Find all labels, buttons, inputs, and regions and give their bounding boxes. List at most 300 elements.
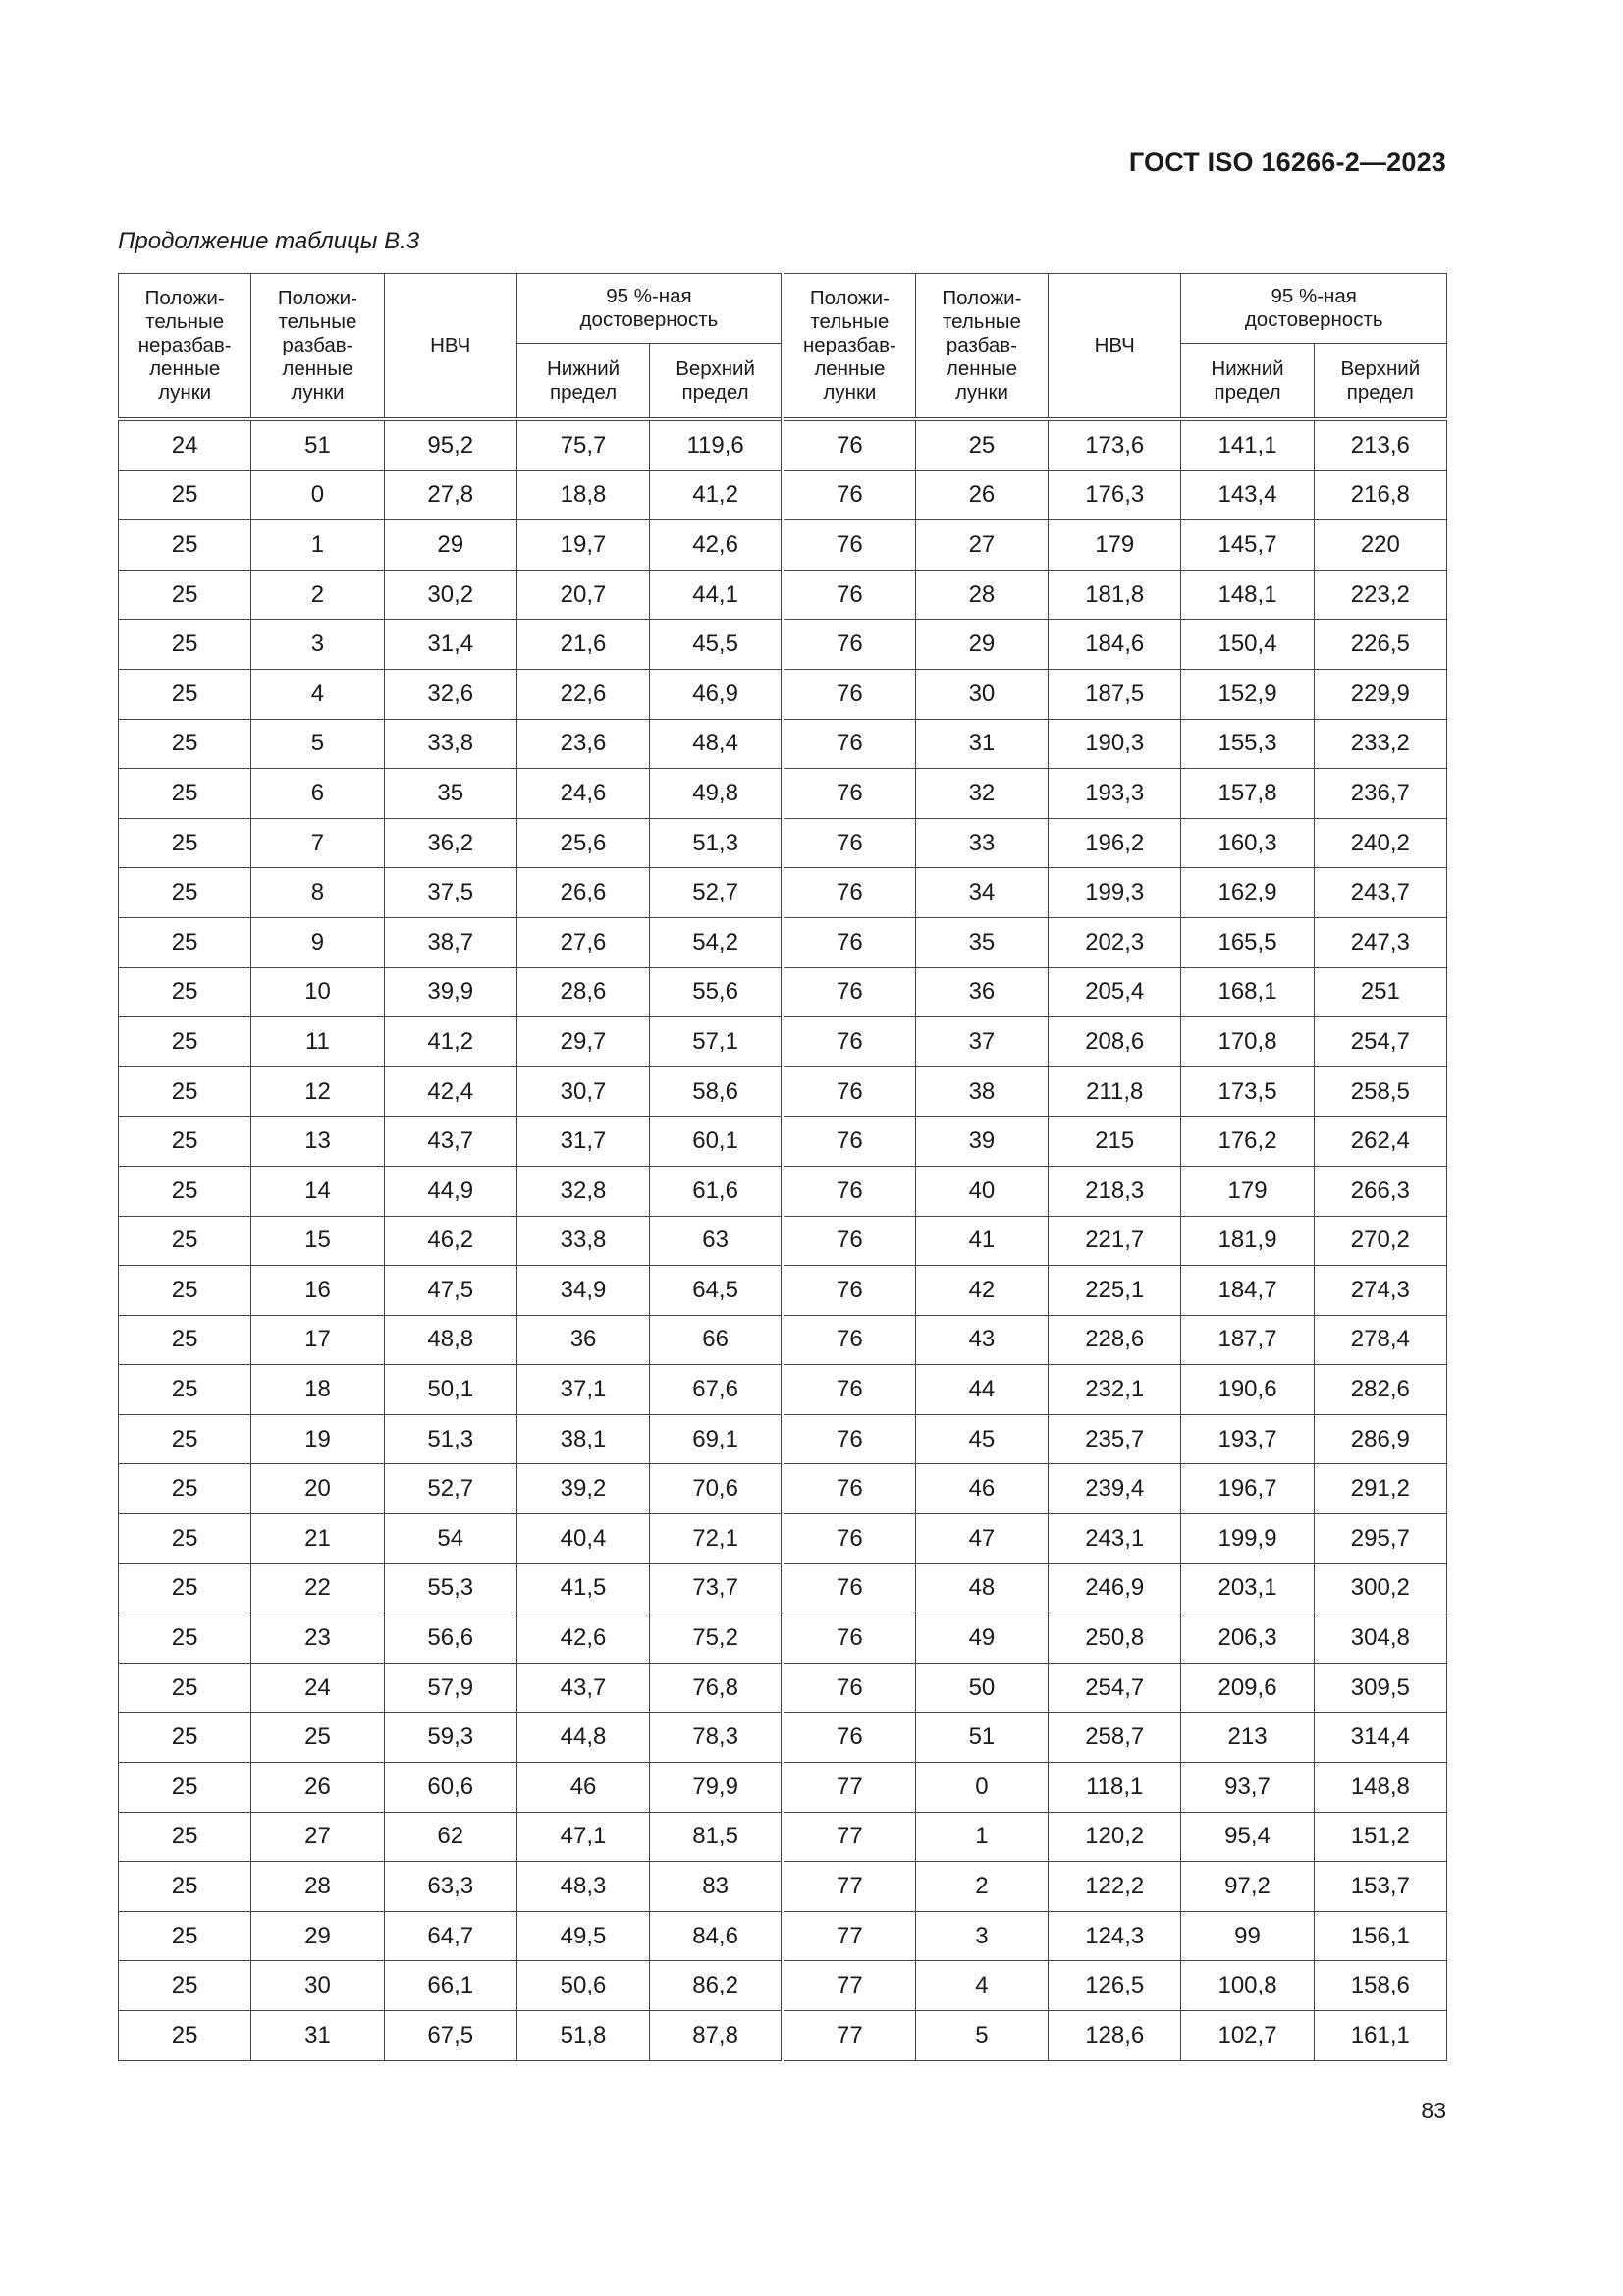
table-cell: 270,2 [1314, 1216, 1446, 1266]
table-cell: 4 [915, 1961, 1048, 2011]
table-cell: 16 [251, 1266, 384, 1316]
table-cell: 31,4 [384, 620, 516, 670]
table-cell: 221,7 [1049, 1216, 1181, 1266]
table-row [119, 1315, 1447, 1365]
table-cell: 25 [119, 1961, 251, 2011]
table-cell: 48,8 [384, 1315, 516, 1365]
table-cell: 49,8 [650, 769, 783, 819]
table-cell: 20,7 [516, 570, 649, 620]
table-cell: 67,5 [384, 2011, 516, 2061]
table-cell: 55,3 [384, 1563, 516, 1613]
table-cell: 181,9 [1181, 1216, 1314, 1266]
table-cell: 23,6 [516, 719, 649, 769]
table-cell: 77 [783, 1961, 915, 2011]
table-cell: 36 [516, 1315, 649, 1365]
table-cell: 240,2 [1314, 818, 1446, 868]
table-cell: 213 [1181, 1713, 1314, 1763]
table-cell: 42,6 [650, 520, 783, 571]
table-cell: 67,6 [650, 1365, 783, 1415]
data-table [118, 273, 1447, 2061]
table-cell: 26,6 [516, 868, 649, 918]
table-cell: 1 [915, 1812, 1048, 1862]
table-cell: 25 [119, 1017, 251, 1067]
table-cell: 2 [915, 1862, 1048, 1912]
table-cell: 25 [251, 1713, 384, 1763]
table-cell: 25 [119, 1216, 251, 1266]
table-cell: 216,8 [1314, 470, 1446, 520]
table-cell: 39,2 [516, 1464, 649, 1514]
table-cell: 76 [783, 1266, 915, 1316]
table-cell: 229,9 [1314, 669, 1446, 719]
table-cell: 190,6 [1181, 1365, 1314, 1415]
table-cell: 38,7 [384, 917, 516, 967]
table-cell: 49,5 [516, 1911, 649, 1961]
table-cell: 258,5 [1314, 1066, 1446, 1117]
table-row [119, 1663, 1447, 1713]
table-cell: 25 [119, 769, 251, 819]
table-cell: 30 [251, 1961, 384, 2011]
table-row [119, 1613, 1447, 1664]
table-cell: 148,1 [1181, 570, 1314, 620]
table-cell: 57,9 [384, 1663, 516, 1713]
table-cell: 72,1 [650, 1514, 783, 1564]
table-cell: 60,1 [650, 1117, 783, 1167]
table-cell: 28 [915, 570, 1048, 620]
table-cell: 19,7 [516, 520, 649, 571]
table-cell: 1 [251, 520, 384, 571]
table-cell: 47 [915, 1514, 1048, 1564]
table-cell: 205,4 [1049, 967, 1181, 1017]
table-cell: 41 [915, 1216, 1048, 1266]
table-cell: 3 [251, 620, 384, 670]
table-cell: 291,2 [1314, 1464, 1446, 1514]
table-cell: 40,4 [516, 1514, 649, 1564]
table-cell: 31 [915, 719, 1048, 769]
table-cell: 50 [915, 1663, 1048, 1713]
table-cell: 215 [1049, 1117, 1181, 1167]
table-cell: 25 [119, 1514, 251, 1564]
table-cell: 18,8 [516, 470, 649, 520]
table-cell: 57,1 [650, 1017, 783, 1067]
table-cell: 152,9 [1181, 669, 1314, 719]
table-cell: 62 [384, 1812, 516, 1862]
table-cell: 60,6 [384, 1763, 516, 1813]
table-cell: 42,4 [384, 1066, 516, 1117]
table-cell: 76 [783, 818, 915, 868]
table-cell: 64,7 [384, 1911, 516, 1961]
table-cell: 309,5 [1314, 1663, 1446, 1713]
table-cell: 41,5 [516, 1563, 649, 1613]
table-cell: 25 [119, 1066, 251, 1117]
table-cell: 5 [251, 719, 384, 769]
table-cell: 274,3 [1314, 1266, 1446, 1316]
table-cell: 76 [783, 1365, 915, 1415]
table-cell: 209,6 [1181, 1663, 1314, 1713]
table-cell: 48,4 [650, 719, 783, 769]
table-caption: Продолжение таблицы В.3 [118, 228, 420, 254]
table-cell: 235,7 [1049, 1414, 1181, 1464]
table-cell: 25 [119, 868, 251, 918]
table-cell: 145,7 [1181, 520, 1314, 571]
table-cell: 76 [783, 1713, 915, 1763]
table-row [119, 1862, 1447, 1912]
table-cell: 208,6 [1049, 1017, 1181, 1067]
table-cell: 203,1 [1181, 1563, 1314, 1613]
header-upper: Верхний предел [650, 344, 783, 420]
table-cell: 30,7 [516, 1066, 649, 1117]
table-cell: 25 [119, 1713, 251, 1763]
table-cell: 120,2 [1049, 1812, 1181, 1862]
table-cell: 17 [251, 1315, 384, 1365]
table-row [119, 1514, 1447, 1564]
table-cell: 25,6 [516, 818, 649, 868]
table-cell: 81,5 [650, 1812, 783, 1862]
table-cell: 243,1 [1049, 1514, 1181, 1564]
table-row [119, 1216, 1447, 1266]
table-cell: 76 [783, 1166, 915, 1216]
table-cell: 168,1 [1181, 967, 1314, 1017]
table-row [119, 719, 1447, 769]
table-cell: 250,8 [1049, 1613, 1181, 1664]
table-cell: 87,8 [650, 2011, 783, 2061]
table-cell: 76 [783, 868, 915, 918]
table-cell: 24 [119, 419, 251, 470]
table-cell: 170,8 [1181, 1017, 1314, 1067]
table-cell: 76 [783, 719, 915, 769]
table-cell: 31 [251, 2011, 384, 2061]
table-cell: 190,3 [1049, 719, 1181, 769]
table-cell: 184,7 [1181, 1266, 1314, 1316]
table-cell: 46,2 [384, 1216, 516, 1266]
table-row [119, 620, 1447, 670]
table-cell: 213,6 [1314, 419, 1446, 470]
table-row [119, 1713, 1447, 1763]
table-cell: 5 [915, 2011, 1048, 2061]
table-cell: 220 [1314, 520, 1446, 571]
page-number: 83 [1421, 2098, 1446, 2123]
table-cell: 73,7 [650, 1563, 783, 1613]
table-cell: 24,6 [516, 769, 649, 819]
header-pos-diluted: Положи- тельные разбав- ленные лунки [251, 274, 384, 420]
header-mpn-2: НВЧ [1049, 274, 1181, 420]
table-cell: 295,7 [1314, 1514, 1446, 1564]
table-cell: 77 [783, 1911, 915, 1961]
table-cell: 25 [119, 1613, 251, 1664]
table-cell: 27,8 [384, 470, 516, 520]
table-cell: 42 [915, 1266, 1048, 1316]
table-cell: 27 [251, 1812, 384, 1862]
table-cell: 128,6 [1049, 2011, 1181, 2061]
table-cell: 3 [915, 1911, 1048, 1961]
table-cell: 25 [119, 1911, 251, 1961]
table-row [119, 769, 1447, 819]
table-cell: 76 [783, 470, 915, 520]
table-cell: 173,6 [1049, 419, 1181, 470]
table-cell: 228,6 [1049, 1315, 1181, 1365]
table-cell: 46 [915, 1464, 1048, 1514]
table-cell: 25 [119, 520, 251, 571]
table-cell: 63,3 [384, 1862, 516, 1912]
table-cell: 8 [251, 868, 384, 918]
table-cell: 39 [915, 1117, 1048, 1167]
table-cell: 38 [915, 1066, 1048, 1117]
table-cell: 202,3 [1049, 917, 1181, 967]
table-cell: 76 [783, 1315, 915, 1365]
table-cell: 76 [783, 967, 915, 1017]
table-cell: 31,7 [516, 1117, 649, 1167]
table-cell: 54,2 [650, 917, 783, 967]
table-cell: 239,4 [1049, 1464, 1181, 1514]
table-row [119, 1961, 1447, 2011]
table-cell: 95,4 [1181, 1812, 1314, 1862]
table-cell: 47,5 [384, 1266, 516, 1316]
table-cell: 9 [251, 917, 384, 967]
table-cell: 158,6 [1314, 1961, 1446, 2011]
table-cell: 30,2 [384, 570, 516, 620]
table-cell: 254,7 [1314, 1017, 1446, 1067]
table-cell: 29 [251, 1911, 384, 1961]
table-cell: 282,6 [1314, 1365, 1446, 1415]
header-mpn: НВЧ [384, 274, 516, 420]
table-cell: 45 [915, 1414, 1048, 1464]
table-cell: 76 [783, 570, 915, 620]
table-cell: 84,6 [650, 1911, 783, 1961]
table-cell: 51,8 [516, 2011, 649, 2061]
table-cell: 50,6 [516, 1961, 649, 2011]
table-cell: 25 [119, 669, 251, 719]
table-row [119, 570, 1447, 620]
table-cell: 25 [119, 570, 251, 620]
table-row [119, 917, 1447, 967]
table-cell: 223,2 [1314, 570, 1446, 620]
table-cell: 12 [251, 1066, 384, 1117]
table-cell: 226,5 [1314, 620, 1446, 670]
table-cell: 51,3 [384, 1414, 516, 1464]
table-cell: 35 [384, 769, 516, 819]
table-row [119, 818, 1447, 868]
table-cell: 25 [119, 1862, 251, 1912]
table-cell: 76 [783, 1066, 915, 1117]
table-cell: 100,8 [1181, 1961, 1314, 2011]
table-row [119, 1266, 1447, 1316]
table-cell: 233,2 [1314, 719, 1446, 769]
table-cell: 181,8 [1049, 570, 1181, 620]
table-cell: 314,4 [1314, 1713, 1446, 1763]
table-cell: 21 [251, 1514, 384, 1564]
table-cell: 38,1 [516, 1414, 649, 1464]
table-cell: 83 [650, 1862, 783, 1912]
table-cell: 76 [783, 769, 915, 819]
table-cell: 42,6 [516, 1613, 649, 1664]
table-cell: 41,2 [650, 470, 783, 520]
table-cell: 25 [119, 719, 251, 769]
header-pos-diluted-2: Положи- тельные разбав- ленные лунки [915, 274, 1048, 420]
table-cell: 148,8 [1314, 1763, 1446, 1813]
table-cell: 119,6 [650, 419, 783, 470]
header-lower: Нижний предел [516, 344, 649, 420]
table-cell: 44,8 [516, 1713, 649, 1763]
table-cell: 232,1 [1049, 1365, 1181, 1415]
table-cell: 118,1 [1049, 1763, 1181, 1813]
table-cell: 156,1 [1314, 1911, 1446, 1961]
table-cell: 206,3 [1181, 1613, 1314, 1664]
table-cell: 79,9 [650, 1763, 783, 1813]
table-cell: 47,1 [516, 1812, 649, 1862]
header-pos-undiluted-2: Положи- тельные неразбав- ленные лунки [783, 274, 915, 420]
table-cell: 124,3 [1049, 1911, 1181, 1961]
table-row [119, 1763, 1447, 1813]
table-cell: 26 [915, 470, 1048, 520]
table-cell: 44,9 [384, 1166, 516, 1216]
table-cell: 262,4 [1314, 1117, 1446, 1167]
table-cell: 43 [915, 1315, 1048, 1365]
table-cell: 27,6 [516, 917, 649, 967]
table-cell: 59,3 [384, 1713, 516, 1763]
table-cell: 56,6 [384, 1613, 516, 1664]
table-cell: 51,3 [650, 818, 783, 868]
table-cell: 278,4 [1314, 1315, 1446, 1365]
table-cell: 25 [119, 1365, 251, 1415]
table-cell: 75,2 [650, 1613, 783, 1664]
table-cell: 18 [251, 1365, 384, 1415]
table-cell: 160,3 [1181, 818, 1314, 868]
table-cell: 25 [119, 1266, 251, 1316]
table-cell: 43,7 [384, 1117, 516, 1167]
table-row [119, 1166, 1447, 1216]
table-cell: 243,7 [1314, 868, 1446, 918]
table-row [119, 1414, 1447, 1464]
table-row [119, 967, 1447, 1017]
table-cell: 63 [650, 1216, 783, 1266]
table-row [119, 1812, 1447, 1862]
header-lower-2: Нижний предел [1181, 344, 1314, 420]
table-cell: 28 [251, 1862, 384, 1912]
table-row [119, 1563, 1447, 1613]
table-cell: 26 [251, 1763, 384, 1813]
document-header: ГОСТ ISO 16266-2—2023 [1128, 147, 1446, 177]
table-cell: 151,2 [1314, 1812, 1446, 1862]
table-cell: 99 [1181, 1911, 1314, 1961]
table-cell: 13 [251, 1117, 384, 1167]
table-row [119, 520, 1447, 571]
table-cell: 11 [251, 1017, 384, 1067]
table-cell: 165,5 [1181, 917, 1314, 967]
table-cell: 196,2 [1049, 818, 1181, 868]
table-cell: 10 [251, 967, 384, 1017]
table-cell: 254,7 [1049, 1663, 1181, 1713]
table-cell: 25 [119, 1414, 251, 1464]
table-cell: 199,9 [1181, 1514, 1314, 1564]
table-cell: 236,7 [1314, 769, 1446, 819]
table-cell: 76 [783, 1563, 915, 1613]
table-cell: 300,2 [1314, 1563, 1446, 1613]
table-cell: 52,7 [650, 868, 783, 918]
table-cell: 66 [650, 1315, 783, 1365]
table-cell: 35 [915, 917, 1048, 967]
table-cell: 225,1 [1049, 1266, 1181, 1316]
table-cell: 122,2 [1049, 1862, 1181, 1912]
table-cell: 75,7 [516, 419, 649, 470]
table-cell: 162,9 [1181, 868, 1314, 918]
table-cell: 153,7 [1314, 1862, 1446, 1912]
table-cell: 51 [915, 1713, 1048, 1763]
table-row [119, 470, 1447, 520]
table-cell: 24 [251, 1663, 384, 1713]
table-cell: 76 [783, 520, 915, 571]
table-cell: 95,2 [384, 419, 516, 470]
table-cell: 29,7 [516, 1017, 649, 1067]
header-pos-undiluted: Положи- тельные неразбав- ленные лунки [119, 274, 251, 420]
table-cell: 76 [783, 1216, 915, 1266]
table-cell: 37 [915, 1017, 1048, 1067]
table-cell: 193,3 [1049, 769, 1181, 819]
table-cell: 0 [915, 1763, 1048, 1813]
table-cell: 61,6 [650, 1166, 783, 1216]
table-row [119, 1017, 1447, 1067]
table-cell: 141,1 [1181, 419, 1314, 470]
table-cell: 39,9 [384, 967, 516, 1017]
table-cell: 76 [783, 1613, 915, 1664]
table-cell: 25 [119, 620, 251, 670]
table-cell: 41,2 [384, 1017, 516, 1067]
header-row-top [119, 274, 1447, 344]
table-cell: 22 [251, 1563, 384, 1613]
table-cell: 218,3 [1049, 1166, 1181, 1216]
table-cell: 66,1 [384, 1961, 516, 2011]
table-cell: 211,8 [1049, 1066, 1181, 1117]
table-cell: 29 [384, 520, 516, 571]
table-cell: 25 [119, 1315, 251, 1365]
table-cell: 246,9 [1049, 1563, 1181, 1613]
table-cell: 25 [119, 818, 251, 868]
table-cell: 15 [251, 1216, 384, 1266]
table-cell: 25 [119, 967, 251, 1017]
table-cell: 176,2 [1181, 1117, 1314, 1167]
table-cell: 49 [915, 1613, 1048, 1664]
table-cell: 196,7 [1181, 1464, 1314, 1514]
table-cell: 0 [251, 470, 384, 520]
table-cell: 33,8 [384, 719, 516, 769]
table-cell: 25 [119, 470, 251, 520]
table-cell: 187,7 [1181, 1315, 1314, 1365]
table-cell: 51 [251, 419, 384, 470]
table-cell: 251 [1314, 967, 1446, 1017]
table-cell: 20 [251, 1464, 384, 1514]
table-cell: 77 [783, 2011, 915, 2061]
table-cell: 54 [384, 1514, 516, 1564]
table-cell: 187,5 [1049, 669, 1181, 719]
header-upper-2: Верхний предел [1314, 344, 1446, 420]
table-cell: 48 [915, 1563, 1048, 1613]
table-row [119, 1911, 1447, 1961]
table-cell: 32,8 [516, 1166, 649, 1216]
table-row [119, 1117, 1447, 1167]
table-cell: 76 [783, 1663, 915, 1713]
table-row [119, 1066, 1447, 1117]
table-cell: 25 [915, 419, 1048, 470]
table-cell: 176,3 [1049, 470, 1181, 520]
table-cell: 78,3 [650, 1713, 783, 1763]
table-cell: 258,7 [1049, 1713, 1181, 1763]
table-cell: 143,4 [1181, 470, 1314, 520]
table-cell: 304,8 [1314, 1613, 1446, 1664]
table-cell: 23 [251, 1613, 384, 1664]
table-cell: 179 [1049, 520, 1181, 571]
table-cell: 86,2 [650, 1961, 783, 2011]
table-cell: 37,5 [384, 868, 516, 918]
table-cell: 25 [119, 1563, 251, 1613]
table-cell: 33,8 [516, 1216, 649, 1266]
